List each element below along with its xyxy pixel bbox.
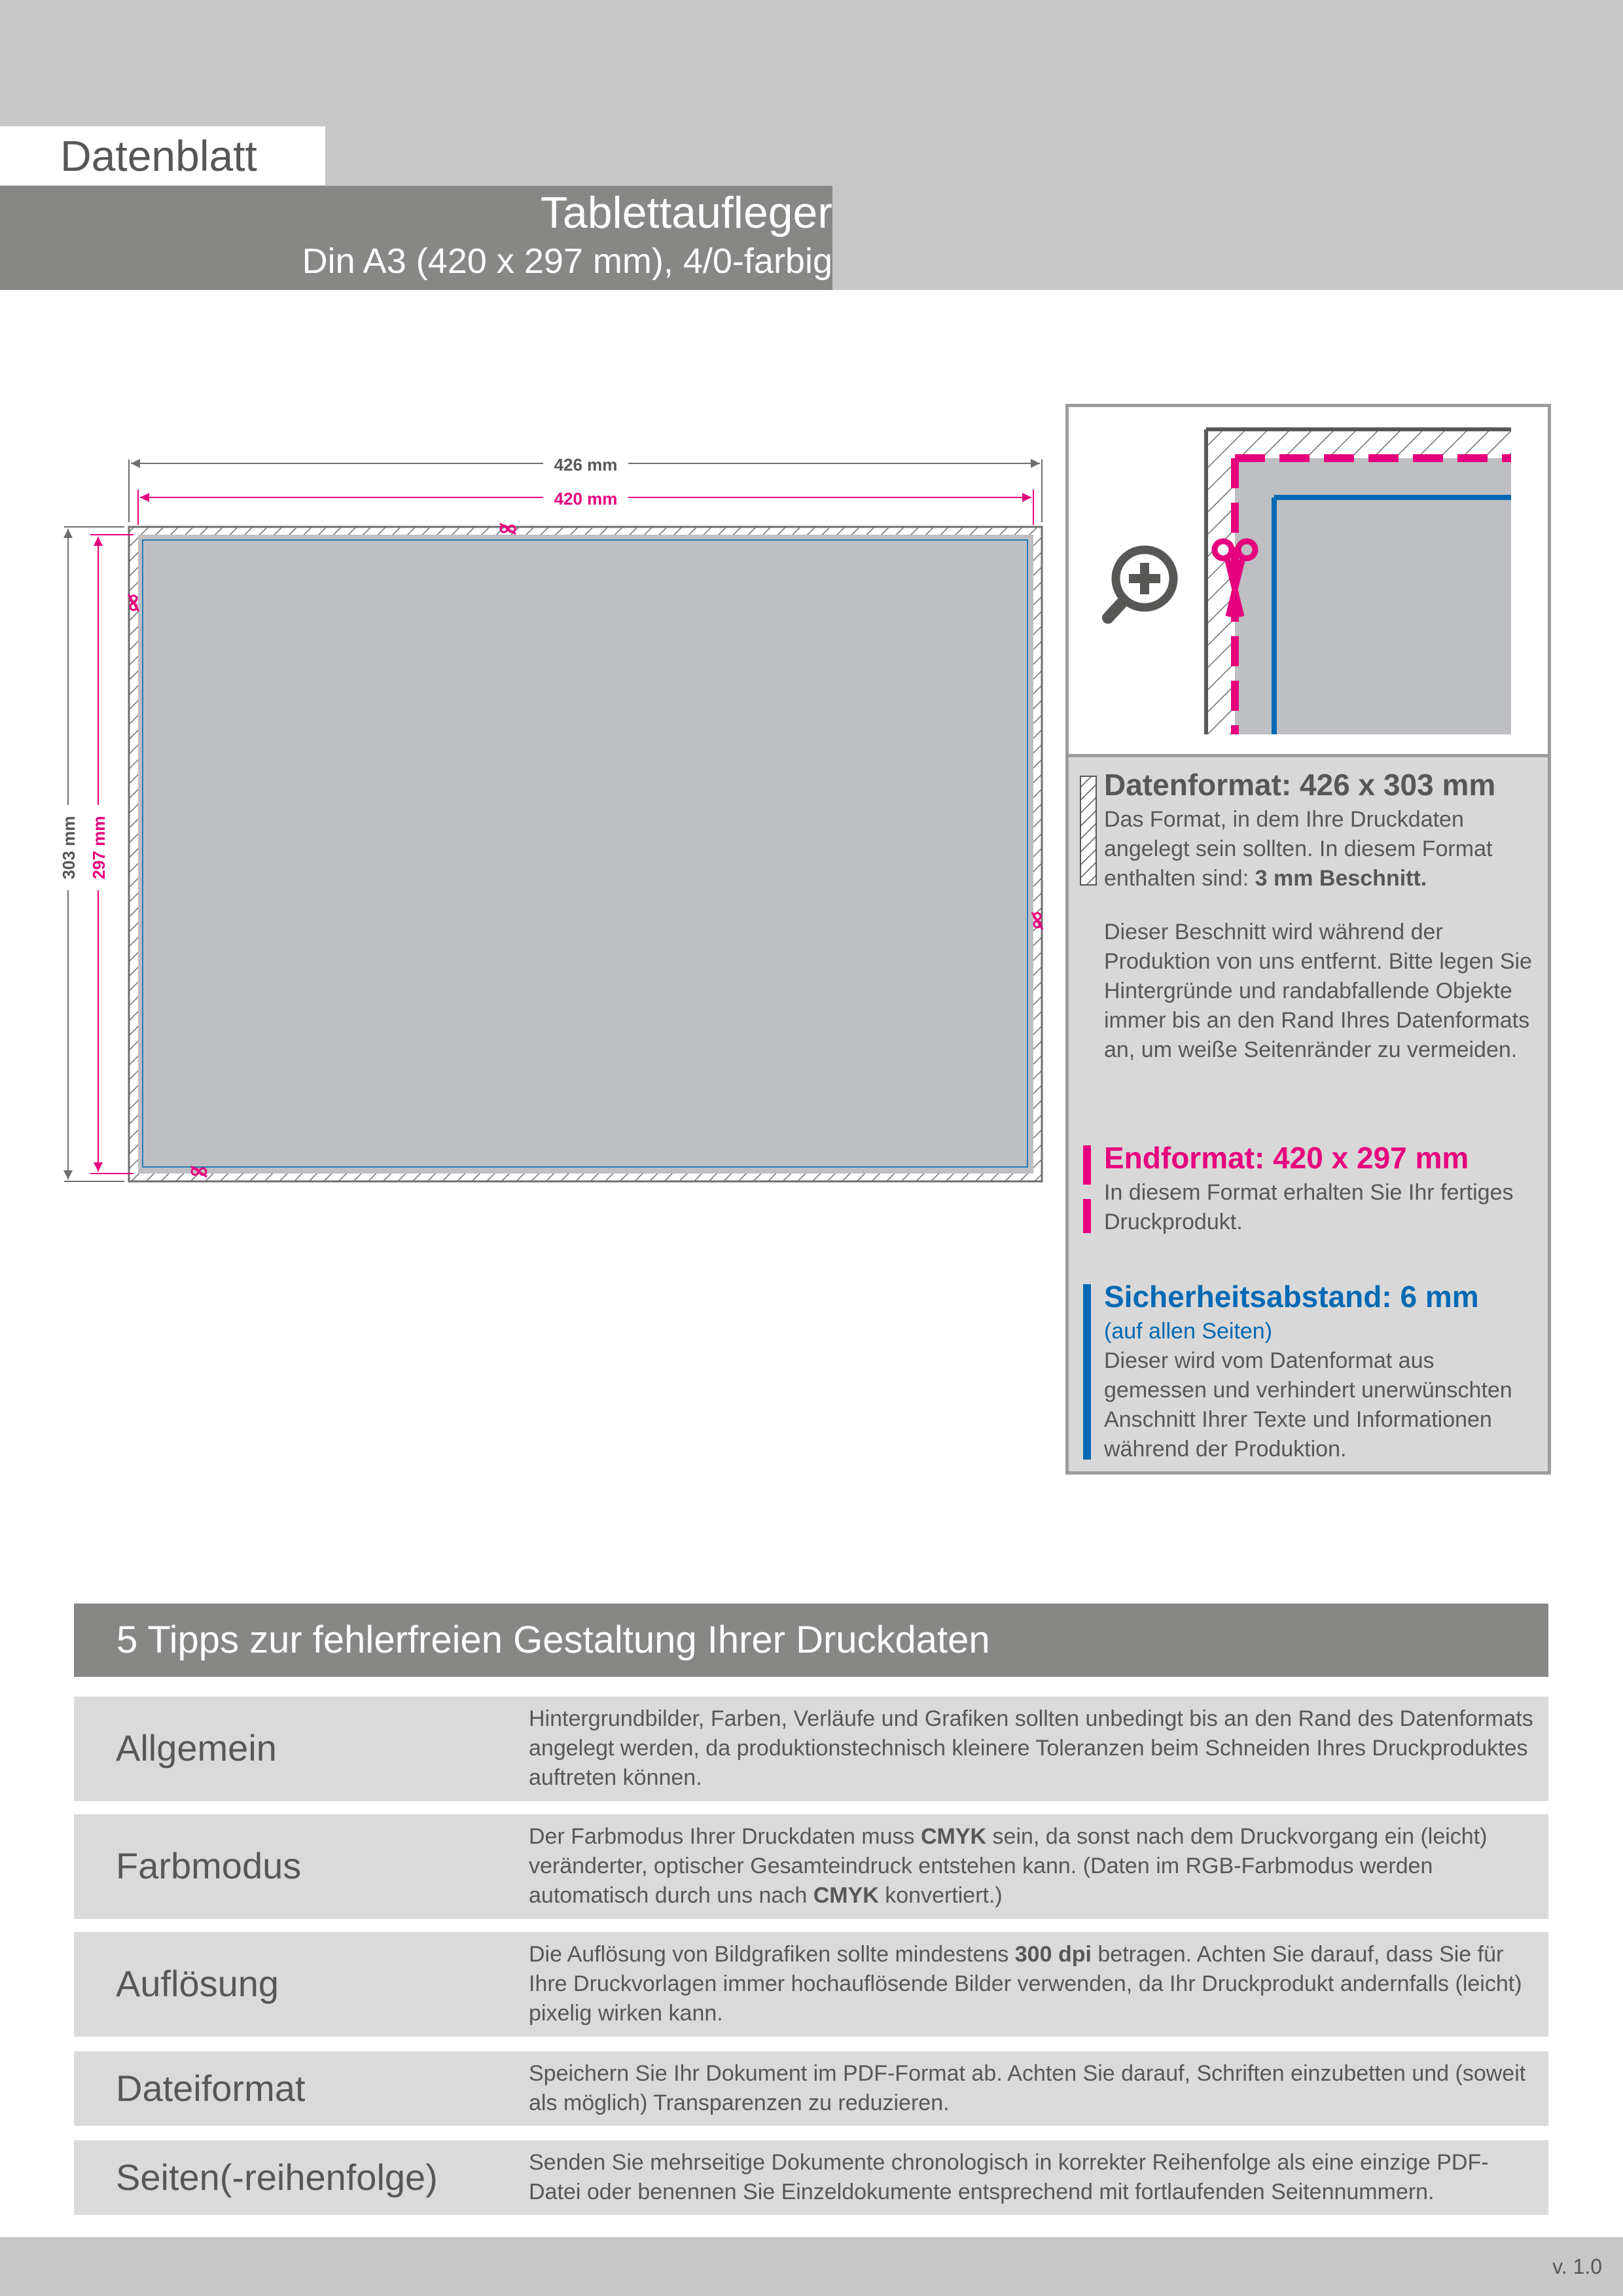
tip-text: Senden Sie mehrseitige Dokumente chronologisch in korrekter Reihenfolge als eine einzige PDF-Datei oder benennen Sie Einzeldokumente entsprechend mit fortlaufenden Seitennummern. — [529, 2150, 1489, 2204]
width-inner-label: 420 mm — [554, 489, 618, 509]
bleed-legend-icon — [1079, 775, 1099, 886]
tip-row — [74, 2140, 1548, 2215]
trim-legend-bar — [1083, 1145, 1091, 1185]
endformat-text: In diesem Format erhalten Sie Ihr fertiges Druckprodukt. — [1104, 1180, 1514, 1234]
tip-row — [74, 1814, 1548, 1919]
endformat-title: Endformat: 420 x 297 mm — [1104, 1141, 1469, 1175]
tip-text: Hintergrundbilder, Farben, Verläufe und Grafiken sollten unbedingt bis an den Rand des Datenformats angelegt werden, da produktionstechnisch kleinere Toleranzen beim Schneiden Ihres Druckproduktes auftreten können. — [529, 1706, 1533, 1790]
tip-text: Der Farbmodus Ihrer Druckdaten muss CMYK sein, da sonst nach dem Druckvorgang ein (leicht) veränderter, optischer Gesamteindruck entstehen kann. (Daten im RGB-Farbmodus werden automatisch durch uns nach CMYK konvertiert.) — [529, 1824, 1488, 1908]
tip-row — [74, 1932, 1548, 2037]
height-outer-label: 303 mm — [59, 816, 79, 880]
version-label: v. 1.0 — [1552, 2255, 1602, 2278]
safety-legend-bar — [1083, 1284, 1091, 1460]
datenformat-title: Datenformat: 426 x 303 mm — [1104, 768, 1496, 802]
format-diagram — [52, 445, 1060, 1191]
info-panel — [1065, 404, 1551, 1475]
tips-title: 5 Tipps zur fehlerfreien Gestaltung Ihrer Druckdaten — [116, 1619, 990, 1661]
sicherheit-text: Dieser wird vom Datenformat aus gemessen und verhindert unerwünschten Anschnitt Ihrer Texte und Informationen während der Produktion. — [1104, 1348, 1512, 1462]
product-subtitle: Din A3 (420 x 297 mm), 4/0-farbig — [302, 242, 832, 281]
height-inner-label: 297 mm — [89, 816, 109, 880]
corner-detail — [1204, 427, 1511, 734]
tip-text: Die Auflösung von Bildgrafiken sollte mindestens 300 dpi betragen. Achten Sie darauf, dass Sie für Ihre Druckvorlagen immer hochauflösende Bilder verwenden, da Ihr Druckprodukt andernfalls (leicht) pixelig wirken kann. — [529, 1942, 1522, 2026]
sicherheit-subtitle: (auf allen Seiten) — [1104, 1319, 1273, 1344]
width-outer-label: 426 mm — [554, 455, 618, 475]
document-label: Datenblatt — [60, 132, 257, 180]
trim-legend-bar — [1083, 1199, 1091, 1233]
tip-label: Allgemein — [116, 1727, 277, 1768]
tip-row — [74, 2051, 1548, 2126]
product-title: Tablettaufleger — [540, 188, 832, 238]
zoom-in-icon — [1100, 538, 1192, 630]
tip-label: Farbmodus — [116, 1845, 302, 1886]
tip-label: Seiten(-reihenfolge) — [116, 2157, 438, 2198]
sicherheit-title: Sicherheitsabstand: 6 mm — [1104, 1280, 1479, 1314]
footer-band — [0, 2237, 1623, 2296]
tip-text: Speichern Sie Ihr Dokument im PDF-Format ab. Achten Sie darauf, Schriften einzubetten und (soweit als möglich) Transparenzen zu reduzieren. — [529, 2061, 1526, 2115]
tip-row — [74, 1696, 1548, 1801]
tip-label: Dateiformat — [116, 2068, 306, 2109]
zoom-detail — [1069, 407, 1548, 757]
trim-area — [138, 535, 1033, 1174]
tip-label: Auflösung — [116, 1963, 279, 2004]
datenformat-text: Das Format, in dem Ihre Druckdaten angelegt sein sollten. In diesem Format enthalten sind: 3 mm Beschnitt. — [1104, 807, 1493, 891]
datenformat-note: Dieser Beschnitt wird während der Produktion von uns entfernt. Bitte legen Sie Hintergründe und randabfallende Objekte immer bis an den Rand Ihres Datenformats an, um weiße Seitenränder zu vermeiden. — [1104, 920, 1532, 1062]
